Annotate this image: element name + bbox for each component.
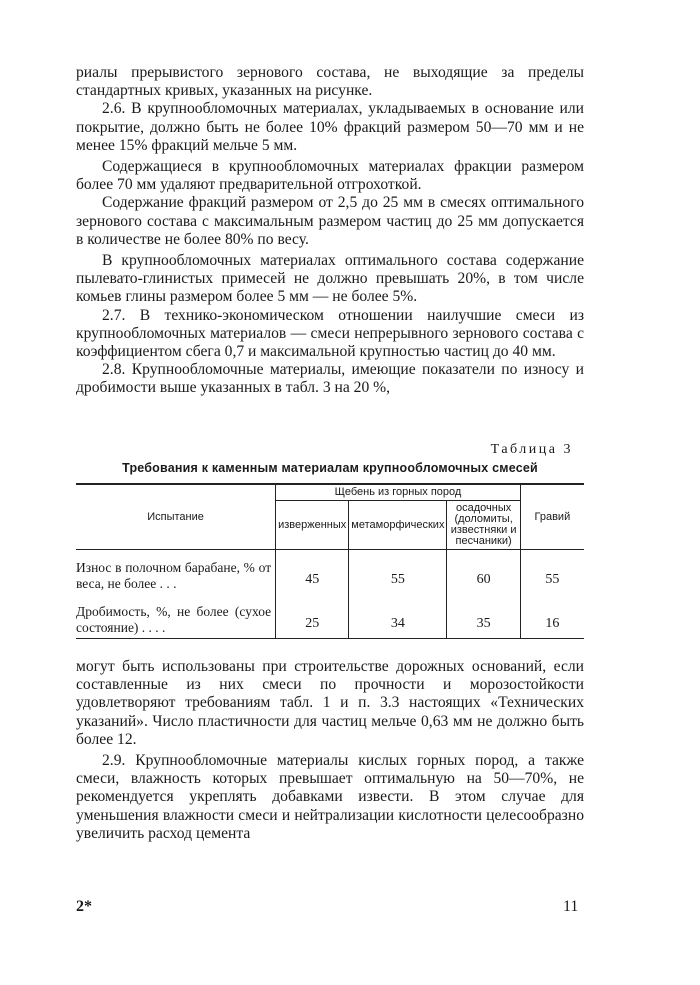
text-block-top xyxy=(76,64,584,398)
paragraph: могут быть использованы при строительстве дорожных оснований, если составленные из них смеси по прочности и морозостойкости удовлетворяют требованиям табл. 1 и п. 3.3 настоящих «Технических указаний». Число пластичности для частиц мельче 0,63 мм не должно быть более 12. xyxy=(76,658,584,748)
header-gravel: Гравий xyxy=(520,484,584,550)
header-igneous: изверженных xyxy=(276,501,349,550)
table-cell: 45 xyxy=(276,550,349,595)
table-row xyxy=(76,594,584,639)
table-cell: 35 xyxy=(447,594,520,639)
row-label: Износ в полочном барабане, % от веса, не более . . . xyxy=(76,560,272,591)
table-row xyxy=(76,550,584,595)
table-title: Требования к каменным материалам крупнообломочных смесей xyxy=(122,461,538,475)
signature-mark: 2* xyxy=(76,898,92,915)
header-metamorphic: метаморфических xyxy=(349,501,447,550)
table-cell: 34 xyxy=(349,594,447,639)
row-label: Дробимость, %, не более (сухое состояние) . . . . xyxy=(76,594,276,639)
paragraph: В крупнообломочных материалах оптимального состава содержание пылевато-глинистых примесей не должно превышать 20%, в том числе комьев глины размером более 5 мм — не более 5%. xyxy=(76,252,584,306)
table-cell: 16 xyxy=(520,594,584,639)
paragraph: 2.6. В крупнообломочных материалах, укладываемых в основание или покрытие, должно быть не более 10% фракций размером 50—70 мм и не менее 15% фракций мельче 5 мм. xyxy=(76,100,584,154)
table-caption: Таблица 3 xyxy=(490,442,573,457)
page-number: 11 xyxy=(563,898,579,915)
header-group: Щебень из горных пород xyxy=(276,484,521,501)
table-cell: 60 xyxy=(447,550,520,595)
text-block-bottom xyxy=(76,658,584,843)
paragraph: 2.8. Крупнообломочные материалы, имеющие показатели по износу и дробимости выше указанных в табл. 3 на 20 %, xyxy=(76,361,584,397)
table-cell: 55 xyxy=(349,550,447,595)
paragraph: риалы прерывистого зернового состава, не выходящие за пределы стандартных кривых, указанных на рисунке. xyxy=(76,64,584,100)
requirements-table xyxy=(76,483,584,639)
paragraph: 2.7. В технико-экономическом отношении наилучшие смеси из крупнообломочных материалов — смеси непрерывного зернового состава с коэффициентом сбега 0,7 и максимальной крупностью частиц до 40 мм. xyxy=(76,306,584,361)
header-test: Испытание xyxy=(76,484,276,550)
table-cell: 55 xyxy=(520,550,584,595)
paragraph: Содержащиеся в крупнообломочных материалах фракции размером более 70 мм удаляют предварительной отгрохоткой. xyxy=(76,158,584,194)
table-cell: 25 xyxy=(276,594,349,639)
paragraph: Содержание фракций размером от 2,5 до 25 мм в смесях оптимального зернового состава с максимальным размером частиц до 25 мм допускается в количестве не более 80% по весу. xyxy=(76,194,584,248)
paragraph: 2.9. Крупнообломочные материалы кислых горных пород, а также смеси, влажность которых превышает оптимальную на 50—70%, не рекомендуется укреплять добавками извести. В этом случае для уменьшения влажности смеси и нейтрализации кислотности целесообразно увеличить расход цемента xyxy=(76,752,584,842)
header-sedimentary: осадочных (доломиты, известняки и песчаники) xyxy=(447,501,520,550)
